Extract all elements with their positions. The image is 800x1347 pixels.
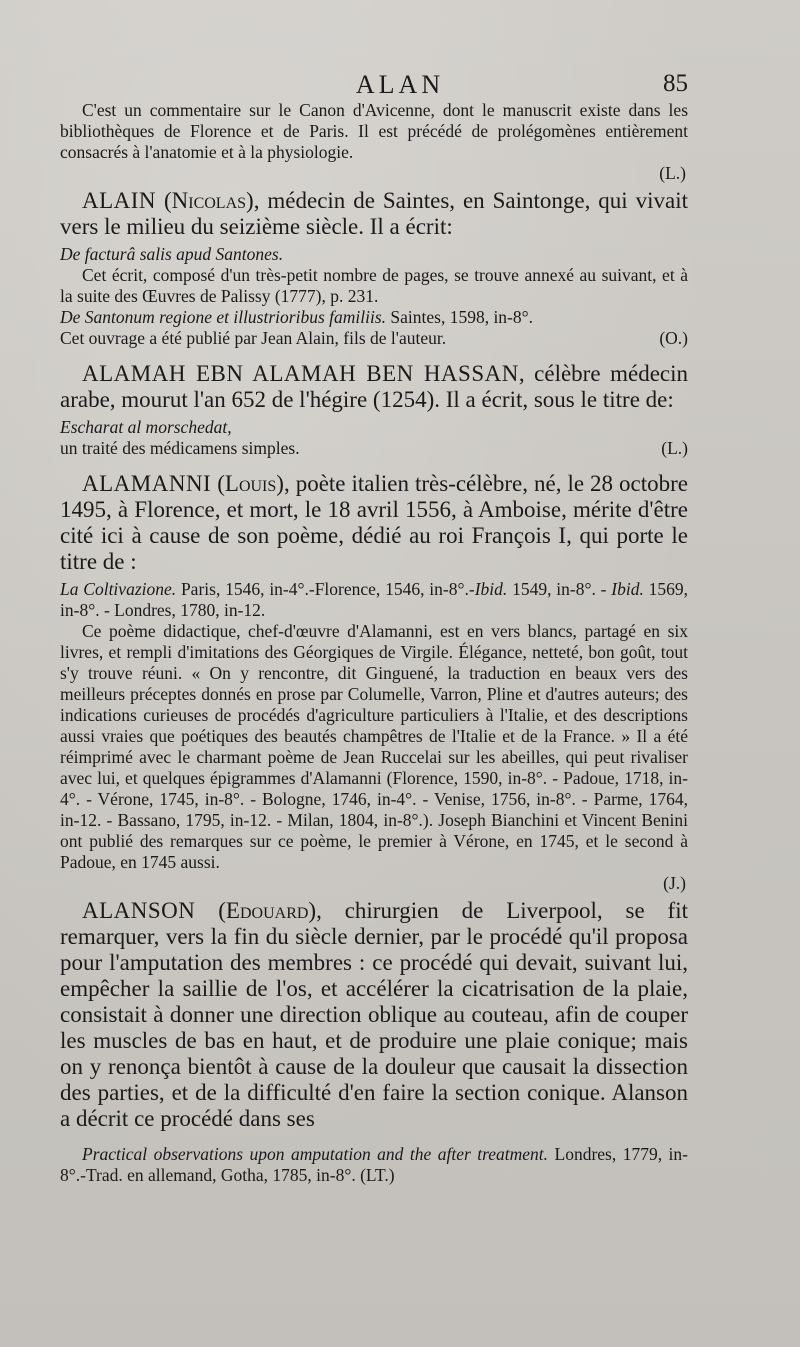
work-line xyxy=(60,307,688,328)
entry-note: un traité des médicamens simples. xyxy=(60,438,300,458)
entry-heading: ALAMAH EBN ALAMAH BEN HASSAN, célèbre médecin arabe, mourut l'an 652 de l'hégire (1254). Il a écrit, sous le titre de: xyxy=(60,361,688,412)
entry-alanson xyxy=(60,898,688,1186)
work-title: Practical observations upon amputation and the after treatment. xyxy=(82,1144,549,1164)
work-title: Escharat al morschedat, xyxy=(60,417,232,437)
entry-text: chirurgien de Liverpool, se fit remarquer, vers la fin du siècle dernier, par le procédé qu'il proposa pour l'amputation des membres : ce procédé qui devait, suivant lui, empêcher la saillie de l'os, et accélérer la cicatrisation de la plaie, consistait à donner une direction oblique au couteau, afin de couper les muscles de bas en haut, et de produire une plaie conique; mais on y renonça bientôt à cause de la douleur que causait la dissection des parties, et de la difficulté d'en faire la section conique. Alanson a décrit ce procédé dans ses xyxy=(60,898,688,1131)
entry-note: Cet ouvrage a été publié par Jean Alain, fils de l'auteur. xyxy=(60,328,447,348)
publication-info: Londres, 1779, in-8°.-Trad. en allemand, Gotha, 1785, in-8°. xyxy=(60,1144,688,1185)
note-line xyxy=(60,328,688,349)
publication-info: Saintes, 1598, in-8°. xyxy=(390,307,534,327)
page-body xyxy=(60,100,688,1186)
entry-name: ALAMANNI xyxy=(82,471,212,496)
work-line xyxy=(60,1144,688,1186)
page-number: 85 xyxy=(663,70,688,97)
entry-forename: Nicolas xyxy=(171,188,247,213)
publication-info: Paris, 1546, in-4°.-Florence, 1546, in-8°.- xyxy=(180,579,475,599)
author-signature: (LT.) xyxy=(360,1165,395,1185)
ibid-marker: Ibid. xyxy=(474,579,508,599)
note-line xyxy=(60,438,688,459)
entry-note: C'est un commentaire sur le Canon d'Avicenne, dont le manuscrit existe dans les bibliothèques de Florence et de Paris. Il est précédé de prolégomènes entièrement consacrés à l'anatomie et à la physiologie. xyxy=(60,100,688,162)
entry-text: médecin de Saintes, en Saintonge, qui vivait vers le milieu du seizième siècle. Il a écrit: xyxy=(60,188,688,239)
entry-forename: Louis xyxy=(224,471,277,496)
entry-heading: ALAIN (Nicolas), médecin de Saintes, en Saintonge, qui vivait vers le milieu du seizième siècle. Il a écrit: xyxy=(60,188,688,239)
entry-name: ALAIN xyxy=(82,188,157,213)
page-header xyxy=(0,70,800,104)
entry-text: célèbre médecin arabe, mourut l'an 652 de l'hégire (1254). Il a écrit, sous le titre de: xyxy=(60,361,688,412)
entry-alain xyxy=(60,188,688,349)
work-title: De facturâ salis apud Santones. xyxy=(60,244,284,264)
entry-heading: ALANSON (Edouard), chirurgien de Liverpool, se fit remarquer, vers la fin du siècle dernier, par le procédé qu'il proposa pour l'amputation des membres : ce procédé qui devait, suivant lui, empêcher la saillie de l'os, et accélérer la cicatrisation de la plaie, consistait à donner une direction oblique au couteau, afin de couper les muscles de bas en haut, et de produire une plaie conique; mais on y renonça bientôt à cause de la douleur que causait la dissection des parties, et de la difficulté d'en faire la section conique. Alanson a décrit ce procédé dans ses xyxy=(60,898,688,1131)
entry-heading: ALAMANNI (Louis), poète italien très-célèbre, né, le 28 octobre 1495, à Florence, et mort, le 18 avril 1556, à Amboise, mérite d'être cité ici à cause de son poème, dédié au roi François I, qui porte le titre de : xyxy=(60,471,689,574)
entry-forename: Edouard xyxy=(225,898,309,923)
entry-name: ALAMAH EBN ALAMAH BEN HASSAN xyxy=(82,361,519,386)
entry-text: poète italien très-célèbre, né, le 28 octobre 1495, à Florence, et mort, le 18 avril 1556, à Amboise, mérite d'être cité ici à cause de son poème, dédié au roi François I, qui porte le titre de : xyxy=(60,471,689,574)
author-signature: (L.) xyxy=(659,163,686,183)
entry-note: Cet écrit, composé d'un très-petit nombre de pages, se trouve annexé au suivant, et à la suite des Œuvres de Palissy (1777), p. 231. xyxy=(60,265,688,306)
entry-alan-continuation xyxy=(60,100,688,184)
work-title: La Coltivazione. xyxy=(60,579,177,599)
author-signature: (L.) xyxy=(661,438,688,458)
author-signature: (J.) xyxy=(663,873,686,893)
running-head: ALAN xyxy=(355,70,445,99)
entry-name: ALANSON xyxy=(82,898,196,923)
publication-info: 1549, in-8°. - xyxy=(512,579,607,599)
work-line xyxy=(60,579,688,621)
entry-note: Ce poème didactique, chef-d'œuvre d'Alamanni, est en vers blancs, partagé en six livres, et rempli d'imitations des Géorgiques de Virgile. Élégance, netteté, bon goût, tout s'y trouve réuni. « On y rencontre, dit Ginguené, la traduction en beaux vers des meilleurs préceptes donnés en prose par Columelle, Varron, Pline et d'autres auteurs; des indications curieuses de procédés d'agriculture particuliers à l'Italie, et des descriptions aussi vraies que poétiques des beautés champêtres de l'Italie et de la France. » Il a été réimprimé avec le charmant poème de Jean Ruccelai sur les abeilles, qui peut rivaliser avec lui, et quelques épigrammes d'Alamanni (Florence, 1590, in-8°. - Padoue, 1718, in-4°. - Vérone, 1745, in-8°. - Bologne, 1746, in-4°. - Venise, 1756, in-8°. - Parme, 1764, in-12. - Bassano, 1795, in-12. - Milan, 1804, in-8°.). Joseph Bianchini et Vincent Benini ont publié des remarques sur ce poème, le premier à Vérone, en 1745, et le second à Padoue, en 1745 aussi. xyxy=(60,621,688,872)
entry-alamanni xyxy=(60,471,688,894)
work-title: De Santonum regione et illustrioribus familiis. xyxy=(60,307,387,327)
entry-alamah xyxy=(60,361,688,459)
publication-info: 1569, in-8°. - Londres, 1780, in-12. xyxy=(60,579,689,620)
author-signature: (O.) xyxy=(659,328,688,348)
ibid-marker: Ibid. xyxy=(611,579,644,599)
